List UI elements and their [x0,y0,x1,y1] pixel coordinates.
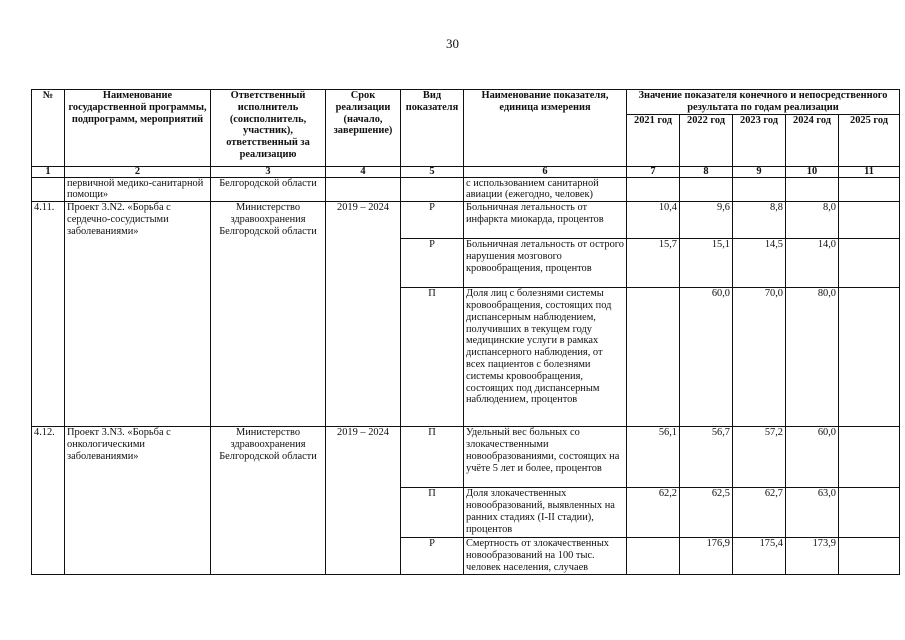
row-indicator-name: Доля лиц с болезнями системы кровообращения, состоящих под диспансерным наблюдением, получивших в текущем году медицинские услуги в рамках диспансерного наблюдения, от всех пациентов с болезнями системы кровообращения, состоящих под диспансерным наблюдением, процентов [464,288,627,427]
row-value-2025 [839,202,900,239]
indicators-table [31,89,900,575]
row-value-2025 [839,488,900,538]
header-year-2025: 2025 год [839,114,900,166]
row-value-2023: 62,7 [733,488,786,538]
row-value-2021: 56,1 [627,427,680,488]
header-indicator-type: Вид показателя [401,90,464,167]
header-year-2022: 2022 год [680,114,733,166]
row-value-2025 [839,239,900,288]
row-value-2025 [839,177,900,202]
column-number: 5 [401,166,464,177]
row-value-2024: 14,0 [786,239,839,288]
row-program-name: Проект 3.N2. «Борьба с сердечно-сосудистыми заболеваниями» [65,202,211,427]
row-program-name: Проект 3.N3. «Борьба с онкологическими заболеваниями» [65,427,211,575]
row-value-2021: 15,7 [627,239,680,288]
column-number: 2 [65,166,211,177]
row-value-2022: 62,5 [680,488,733,538]
header-executor: Ответственный исполнитель (соисполнитель, участник), ответственный за реализацию [211,90,326,167]
column-numbers-row [32,166,900,177]
column-number: 4 [326,166,401,177]
row-indicator-type: П [401,288,464,427]
row-program-name: первичной медико-санитарной помощи» [65,177,211,202]
row-indicator-name: Удельный вес больных со злокачественными новообразованиями, состоящих на учёте 5 лет и более, процентов [464,427,627,488]
row-executor: Министерство здравоохранения Белгородской области [211,427,326,575]
row-indicator-name: с использованием санитарной авиации (ежегодно, человек) [464,177,627,202]
row-indicator-type: П [401,488,464,538]
row-value-2024: 8,0 [786,202,839,239]
row-value-2024: 80,0 [786,288,839,427]
row-value-2023: 57,2 [733,427,786,488]
row-no [32,177,65,202]
row-value-2023: 70,0 [733,288,786,427]
table-row [32,202,900,239]
row-executor: Министерство здравоохранения Белгородской области [211,202,326,427]
column-number: 7 [627,166,680,177]
row-no: 4.11. [32,202,65,427]
column-number: 11 [839,166,900,177]
table-row [32,427,900,488]
header-row [32,90,900,115]
row-value-2021 [627,177,680,202]
row-value-2021 [627,288,680,427]
row-indicator-type [401,177,464,202]
row-value-2024: 60,0 [786,427,839,488]
header-values-group: Значение показателя конечного и непосредственного результата по годам реализации [627,90,900,115]
row-value-2025 [839,427,900,488]
header-year-2023: 2023 год [733,114,786,166]
row-indicator-type: Р [401,239,464,288]
page-number: 30 [446,36,459,51]
row-term: 2019 – 2024 [326,202,401,427]
row-value-2022: 9,6 [680,202,733,239]
row-value-2022: 56,7 [680,427,733,488]
row-value-2024: 173,9 [786,538,839,575]
header-year-2021: 2021 год [627,114,680,166]
row-value-2022: 60,0 [680,288,733,427]
row-executor: Белгородской области [211,177,326,202]
header-term: Срок реализации (начало, завершение) [326,90,401,167]
column-number: 6 [464,166,627,177]
column-number: 3 [211,166,326,177]
row-indicator-name: Доля злокачественных новообразований, выявленных на ранних стадиях (I-II стадии), процентов [464,488,627,538]
column-number: 10 [786,166,839,177]
row-term: 2019 – 2024 [326,427,401,575]
header-no: № [32,90,65,167]
row-value-2021: 10,4 [627,202,680,239]
row-term [326,177,401,202]
column-number: 9 [733,166,786,177]
header-indicator-name: Наименование показателя, единица измерения [464,90,627,167]
row-no: 4.12. [32,427,65,575]
row-indicator-name: Смертность от злокачественных новообразований на 100 тыс. человек населения, случаев [464,538,627,575]
column-number: 1 [32,166,65,177]
row-value-2025 [839,538,900,575]
table-row [32,177,900,202]
row-indicator-type: П [401,427,464,488]
row-value-2023 [733,177,786,202]
header-year-2024: 2024 год [786,114,839,166]
row-indicator-type: Р [401,538,464,575]
row-indicator-name: Больничная летальность от инфаркта миокарда, процентов [464,202,627,239]
row-value-2023: 14,5 [733,239,786,288]
row-value-2023: 8,8 [733,202,786,239]
column-number: 8 [680,166,733,177]
header-program-name: Наименование государственной программы, подпрограмм, мероприятий [65,90,211,167]
row-value-2022: 15,1 [680,239,733,288]
row-indicator-name: Больничная летальность от острого нарушения мозгового кровообращения, процентов [464,239,627,288]
row-value-2021 [627,538,680,575]
row-value-2024: 63,0 [786,488,839,538]
row-value-2022 [680,177,733,202]
row-value-2023: 175,4 [733,538,786,575]
row-indicator-type: Р [401,202,464,239]
row-value-2021: 62,2 [627,488,680,538]
row-value-2024 [786,177,839,202]
row-value-2025 [839,288,900,427]
row-value-2022: 176,9 [680,538,733,575]
